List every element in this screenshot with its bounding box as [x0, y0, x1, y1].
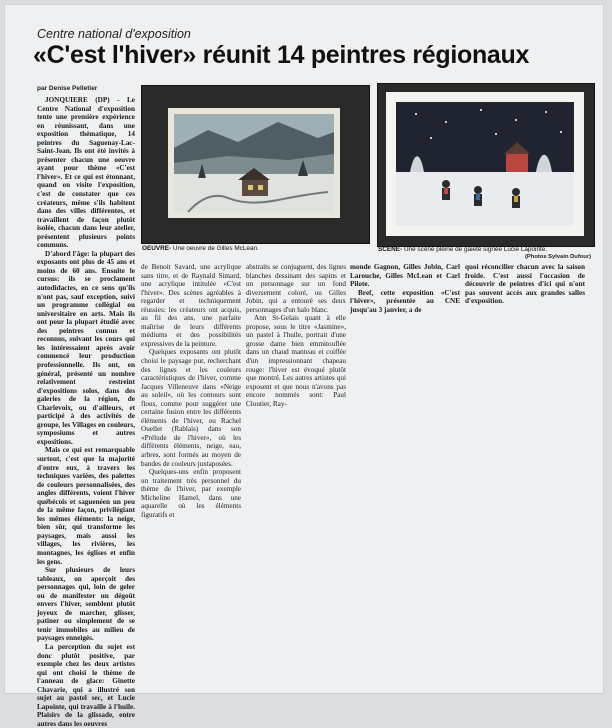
paragraph: Ann St-Gelais quant à elle propose, sous le titre «Jasmine», un pastel à l'huile, portrait d'une grosse dame bien emmitouflée dans un chaud manteau et coiffée d'un impressionnant chapeau rouge: l'hiver est évoqué plutôt que montré. Les autres artistes qui exposent et que nous n'avons pas encore nommés sont: Paul Cloutier, Ray-: [246, 314, 346, 408]
article-column-2: [141, 263, 241, 563]
kicker: Centre national d'exposition: [37, 27, 191, 41]
skating-scene-image: [386, 92, 584, 236]
caption-label: OEUVRE-: [142, 245, 172, 252]
caption-text: Une scène pleine de gaieté signée Lucie Lapointe.: [403, 246, 548, 253]
paragraph: Quelques exposants ont plutôt choisi le paysage pur, recherchant des lignes et les couleurs caractéristiques de l'hiver, comme Jacques Villeneuve dans «Neige au soleil», où les contours sont flous, comme pour suggérer une certaine fusion entre les différents éléments de l'hiver, ou Rachel Ouellet (Rablais) dans son «Prélude de l'hiver», où les différents éléments, neige, eau, arbres, sont formés au moyen de bandes de couleurs juxtaposées.: [141, 348, 241, 468]
paragraph: quoi réconcilier chacun avec la saison froide. C'est aussi l'occasion de découvrir de peintres d'ici qui n'ont pas souvent accès aux grandes salles d'exposition.: [465, 263, 585, 306]
article-column-1: [37, 96, 135, 728]
painting-mat: [168, 108, 340, 218]
photo-credit: (Photos Sylvain Dufour): [525, 254, 592, 260]
paragraph: JONQUIERE (DP) - Le Centre National d'exposition tente une première expérience en réunissant, dans une exposition thématique, 14 peintres du Saguenay-Lac-Saint-Jean. Ils ont été invités à présenter chacun une oeuvre ayant pour thème «C'est l'hiver». Et ce qui est étonnant, quand on visite l'exposition, c'est de constater que ces créateurs, même s'ils habitent dans des villes différentes, et travaillent de façon plutôt isolée, chacun dans leur atelier, présentent plusieurs points communs.: [37, 96, 135, 250]
painting-photo-mclean: [141, 85, 370, 244]
article-column-4: [350, 263, 460, 423]
paragraph: Bref, cette exposition «C'est l'hiver», présentée au CNE jusqu'au 3 janvier, a de: [350, 288, 460, 314]
caption-text: Une oeuvre de Gilles McLean.: [172, 245, 259, 252]
paragraph: La perception du sujet est donc plutôt positive, par exemple chez les deux artistes qui ont choisi le thème de l'anneau de glace: Ginette Chavarie, qui a illustré son sujet au pastel sec, et Lucie Lapointe, qui travaille à l'huile. Plaisirs de la glissade, entre autres dans les oeuvres: [37, 643, 135, 728]
painting-mat: [386, 92, 584, 236]
landscape-painting-image: [168, 108, 340, 218]
newspaper-clipping: [4, 4, 604, 728]
paragraph: D'abord l'âge: la plupart des exposants ont plus de 45 ans et moins de 60 ans. Ensuite le cursus: ils se proclament autodidactes, en ce sens qu'ils n'ont pas, sauf exception, suivi un programme collégial ou universitaire en arts. Mais ils ont pour la plupart étudié avec des peintres connus et reconnus, suivant les cours qui les intéressaient après avoir commencé leur production professionnelle. Ils ont, en général, présenté un nombre relativement restreint d'expositions solos, dans des galeries de la région, de Charlevoix, ou d'ailleurs, et participé à des activités de groupe, les Villages en couleurs, symposiums et autres expositions.: [37, 249, 135, 446]
byline: par Denise Pelletier: [37, 85, 98, 92]
article-column-3: [246, 263, 346, 563]
paragraph: Sur plusieurs de leurs tableaux, on aperçoit des personnages qui, loin de geler ou de manifester un dégoût envers l'hiver, semblent plutôt joyeux de marcher, glisser, patiner ou simplement de se tenir immobiles au milieu de paysages enneigés.: [37, 566, 135, 643]
caption-label: SCÈNE-: [378, 246, 403, 253]
headline: «C'est l'hiver» réunit 14 peintres régionaux: [33, 41, 530, 69]
paragraph: Quelques-uns enfin proposent un traitement très personnel du thème de l'hiver, par exemple Micheline Hamel, dans une aquarelle où les éléments figuratifs et: [141, 468, 241, 519]
paragraph: monde Gagnon, Gilles Jobin, Carl Larouche, Gilles McLean et Carl Pilote.: [350, 263, 460, 289]
photo-caption-left: [142, 245, 259, 252]
paragraph: abstraits se conjuguent, des lignes blanches dessinant des sapins et un personnage sur un fond diversement coloré, ou Gilles Jobin, qui a entouré ses deux personnages d'un halo blanc.: [246, 263, 346, 314]
painting-photo-lapointe: [377, 83, 595, 247]
photo-caption-right: [378, 246, 547, 253]
paragraph: de Benoit Savard, une acrylique sans titre, et de Raynald Simard, une acrylique intitulée «C'est l'hiver». Des scènes agréables à regarder et techniquement réussies: les créateurs ont acquis, au fil des ans, une parfaite maîtrise de leurs différents médiums et des possibilités expressives de la peinture.: [141, 263, 241, 348]
article-column-5: [465, 263, 585, 363]
paragraph: Mais ce qui est remarquable surtout, c'est que la majorité d'entre eux, à travers les techniques variées, des palettes de couleurs personnalisées, des angles différents, voient l'hiver québécois et saguenéen un peu de la même façon, privilégiant les mêmes éléments: la neige, bien sûr, qui transforme les paysages, mais aussi les villages, les rivières, les montagnes, les églises et enfin les gens.: [37, 446, 135, 566]
